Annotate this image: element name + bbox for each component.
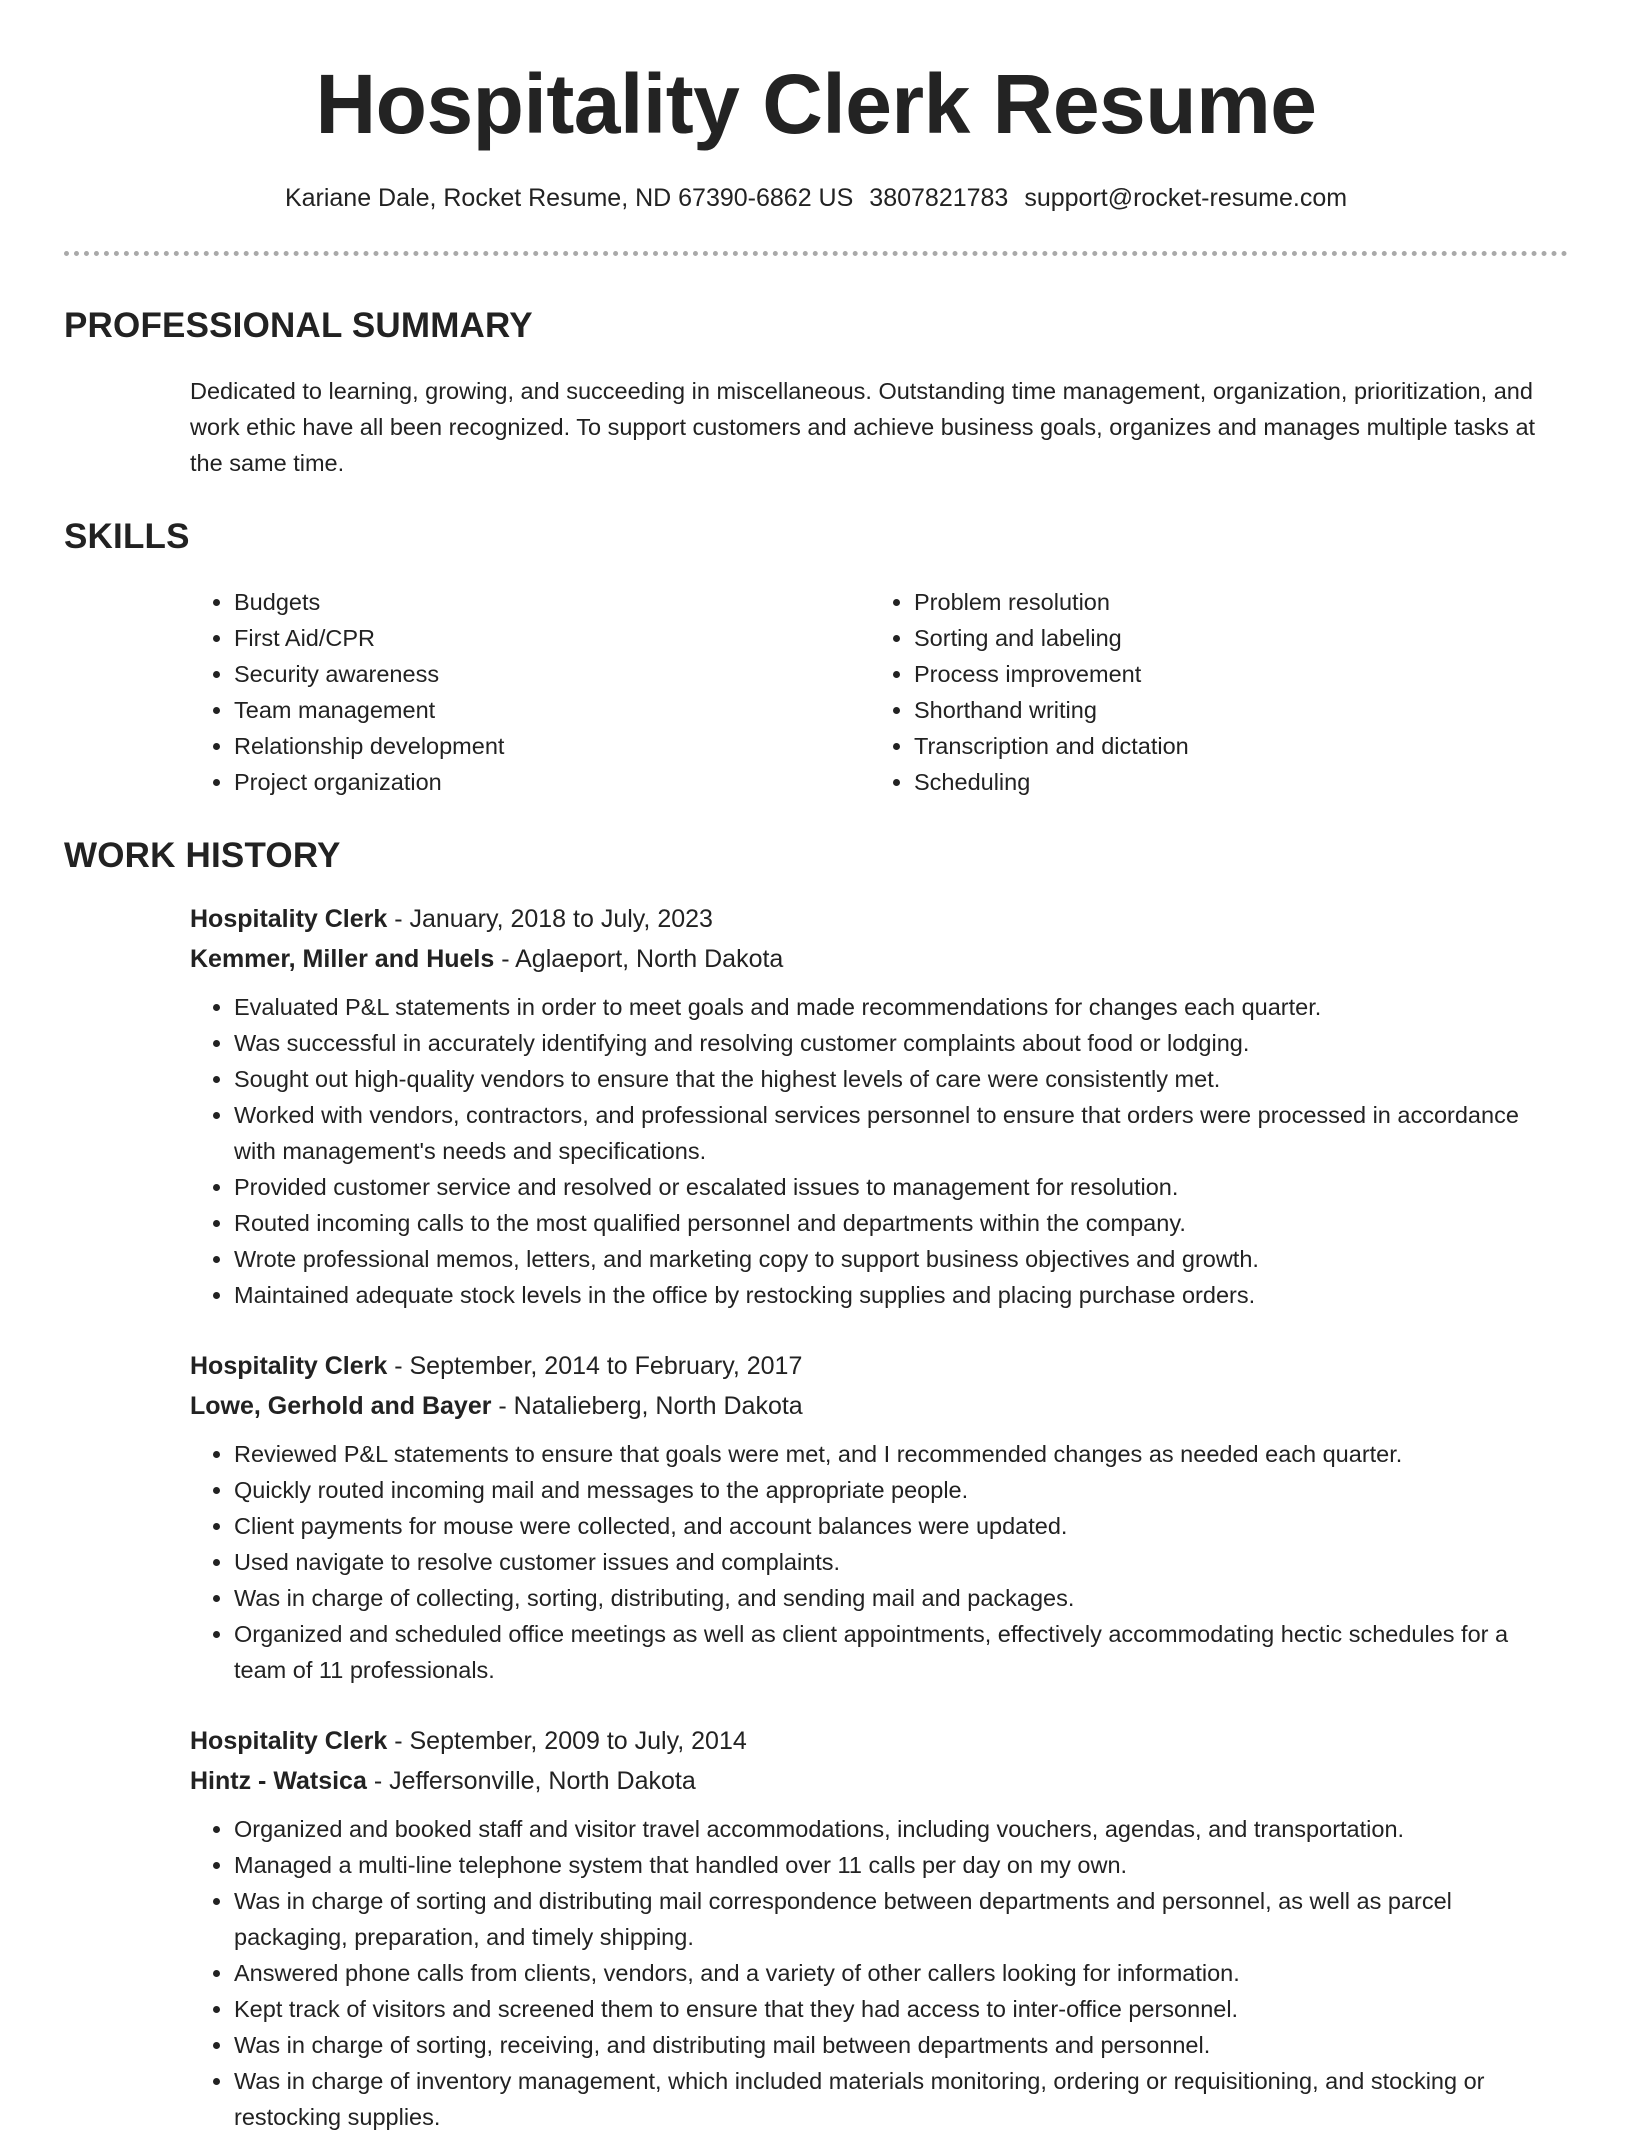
job-bullet: • Maintained adequate stock levels in the office by restocking supplies and placing purchase orders. [234, 1277, 1568, 1313]
job-company-line [190, 1761, 1568, 1801]
job-bullets [190, 989, 1568, 1313]
job-bullet: • Was in charge of sorting and distributing mail correspondence between departments and personnel, as well as parcel packaging, preparation, and timely shipping. [234, 1883, 1568, 1955]
job-dates: - September, 2009 to July, 2014 [387, 1727, 747, 1755]
job-title: Hospitality Clerk [190, 1727, 388, 1755]
job-title: Hospitality Clerk [190, 1352, 388, 1380]
header-divider [64, 251, 1568, 256]
job-entry [190, 1346, 1568, 1688]
skill-item: • Security awareness [234, 656, 870, 692]
job-location: - Natalieberg, North Dakota [491, 1392, 803, 1420]
skill-item: • Scheduling [914, 764, 1189, 800]
job-company-line [190, 939, 1568, 979]
skill-item: • Shorthand writing [914, 692, 1189, 728]
job-dates: - January, 2018 to July, 2023 [387, 905, 713, 933]
job-title-line [190, 899, 1568, 939]
job-bullet: • Was in charge of sorting, receiving, and distributing mail between departments and personnel. [234, 2027, 1568, 2063]
skills-heading: SKILLS [64, 517, 190, 556]
skill-item: • Transcription and dictation [914, 728, 1189, 764]
job-entry [190, 899, 1568, 1313]
skill-item: • Team management [234, 692, 870, 728]
job-bullet: • Answered phone calls from clients, vendors, and a variety of other callers looking for information. [234, 1955, 1568, 1991]
summary-section [64, 308, 1568, 481]
skills-column-right [870, 584, 1189, 800]
work-history-heading: WORK HISTORY [64, 836, 341, 875]
skills-column-left [190, 584, 870, 800]
job-bullets [190, 1811, 1568, 2135]
skill-item: • Process improvement [914, 656, 1189, 692]
job-bullet: • Sought out high-quality vendors to ensure that the highest levels of care were consistently met. [234, 1061, 1568, 1097]
job-title: Hospitality Clerk [190, 905, 388, 933]
skill-item: • First Aid/CPR [234, 620, 870, 656]
job-bullet: • Managed a multi-line telephone system that handled over 11 calls per day on my own. [234, 1847, 1568, 1883]
job-bullet: • Was in charge of collecting, sorting, distributing, and sending mail and packages. [234, 1580, 1568, 1616]
skill-item: • Problem resolution [914, 584, 1189, 620]
job-bullet: • Was successful in accurately identifying and resolving customer complaints about food or lodging. [234, 1025, 1568, 1061]
job-bullet: • Worked with vendors, contractors, and professional services personnel to ensure that orders were processed in accordance with management's needs and specifications. [234, 1097, 1568, 1169]
skill-item: • Sorting and labeling [914, 620, 1189, 656]
job-location: - Jeffersonville, North Dakota [366, 1767, 696, 1795]
job-location: - Aglaeport, North Dakota [494, 945, 784, 973]
job-bullets [190, 1436, 1568, 1688]
skills-section [64, 519, 1568, 800]
skill-item: • Relationship development [234, 728, 870, 764]
skill-item: • Project organization [234, 764, 870, 800]
contact-address: Kariane Dale, Rocket Resume, ND 67390-6862 US [284, 184, 854, 212]
contact-line [64, 186, 1568, 211]
summary-text: Dedicated to learning, growing, and succeeding in miscellaneous. Outstanding time management, organization, prioritization, and work ethic have all been recognized. To support customers and achieve business goals, organizes and manages multiple tasks at the same time. [190, 378, 1536, 476]
job-dates: - September, 2014 to February, 2017 [387, 1352, 803, 1380]
job-bullet: • Organized and booked staff and visitor travel accommodations, including vouchers, agendas, and transportation. [234, 1811, 1568, 1847]
job-company: Hintz - Watsica [190, 1767, 367, 1795]
job-bullet: • Client payments for mouse were collected, and account balances were updated. [234, 1508, 1568, 1544]
job-entry [190, 1721, 1568, 2135]
contact-phone: 3807821783 [869, 184, 1009, 212]
job-bullet: • Kept track of visitors and screened them to ensure that they had access to inter-office personnel. [234, 1991, 1568, 2027]
job-bullet: • Quickly routed incoming mail and messages to the appropriate people. [234, 1472, 1568, 1508]
job-title-line [190, 1721, 1568, 1761]
job-bullet: • Organized and scheduled office meetings as well as client appointments, effectively accommodating hectic schedules for a team of 11 professionals. [234, 1616, 1568, 1688]
job-bullet: • Wrote professional memos, letters, and marketing copy to support business objectives and growth. [234, 1241, 1568, 1277]
skills-grid [190, 584, 1568, 800]
skill-item: • Budgets [234, 584, 870, 620]
contact-email: support@rocket-resume.com [1024, 184, 1348, 212]
job-title-line [190, 1346, 1568, 1386]
job-company: Lowe, Gerhold and Bayer [190, 1392, 492, 1420]
summary-heading: PROFESSIONAL SUMMARY [64, 306, 533, 345]
job-bullet: • Was in charge of inventory management, which included materials monitoring, ordering or requisitioning, and stocking or restocking supplies. [234, 2063, 1568, 2135]
job-bullet: • Reviewed P&L statements to ensure that goals were met, and I recommended changes as needed each quarter. [234, 1436, 1568, 1472]
job-bullet: • Used navigate to resolve customer issues and complaints. [234, 1544, 1568, 1580]
job-bullet: • Provided customer service and resolved or escalated issues to management for resolution. [234, 1169, 1568, 1205]
work-history-section [64, 838, 1568, 2135]
resume-title: Hospitality Clerk Resume [315, 57, 1317, 151]
job-bullet: • Evaluated P&L statements in order to meet goals and made recommendations for changes each quarter. [234, 989, 1568, 1025]
job-company-line [190, 1386, 1568, 1426]
job-company: Kemmer, Miller and Huels [190, 945, 495, 973]
job-bullet: • Routed incoming calls to the most qualified personnel and departments within the company. [234, 1205, 1568, 1241]
